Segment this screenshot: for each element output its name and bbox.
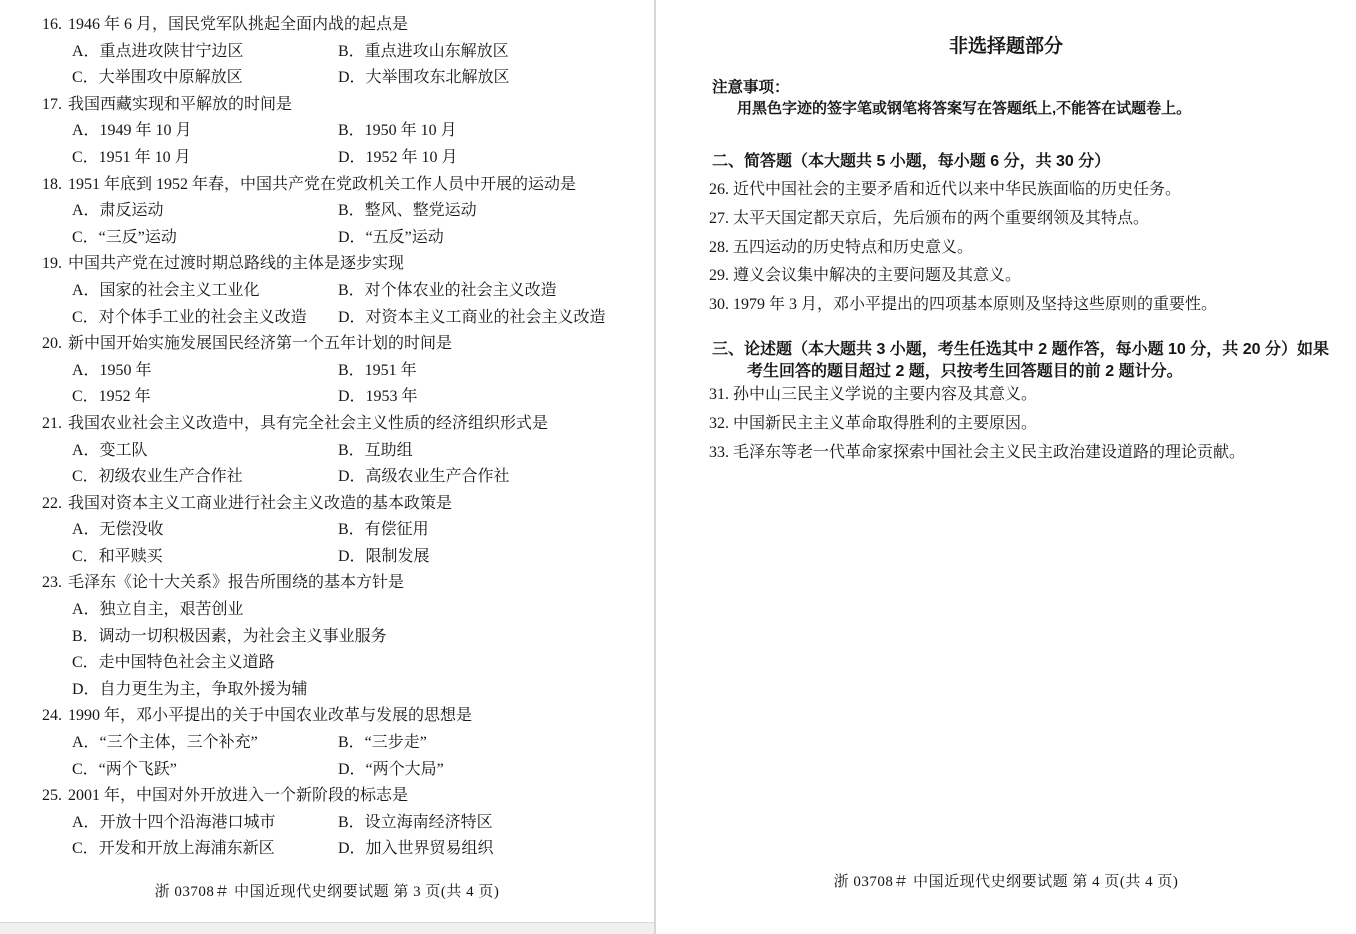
question-line	[0, 12, 654, 39]
option-cell: A．重点进攻陕甘宁边区	[72, 42, 244, 60]
question-text: 我国农业社会主义改造中，具有完全社会主义性质的经济组织形式是	[68, 414, 549, 432]
option-cell: A．变工队	[72, 441, 148, 459]
option-cell: C．“三反”运动	[72, 228, 177, 246]
option-row	[0, 757, 654, 784]
question-number: 21.	[42, 414, 62, 432]
viewer-backdrop	[0, 922, 654, 934]
option-cell: C．走中国特色社会主义道路	[72, 654, 275, 672]
question-line	[0, 92, 654, 119]
option-row	[0, 597, 654, 624]
option-cell: D．“两个大局”	[338, 760, 444, 778]
section-part-title: 非选择题部分	[948, 36, 1063, 57]
option-cell: A．国家的社会主义工业化	[72, 281, 260, 299]
option-cell: D．1952 年 10 月	[338, 148, 458, 166]
question-line	[656, 439, 1356, 468]
option-cell: B．1950 年 10 月	[338, 122, 457, 140]
question-line	[656, 410, 1356, 439]
option-cell: A．无偿没收	[72, 521, 164, 539]
question-line	[0, 411, 654, 438]
question-line	[0, 570, 654, 597]
option-cell: B．互助组	[338, 441, 413, 459]
option-cell: D．高级农业生产合作社	[338, 468, 510, 486]
option-row	[0, 517, 654, 544]
option-row	[0, 544, 654, 571]
question-line	[0, 491, 654, 518]
option-row	[0, 730, 654, 757]
page-3-footer: 浙 03708＃ 中国近现代史纲要试题 第 3 页(共 4 页)	[154, 884, 500, 900]
question-text: 新中国开始实施发展国民经济第一个五年计划的时间是	[68, 335, 453, 353]
option-cell: B．重点进攻山东解放区	[338, 42, 509, 60]
option-row	[0, 225, 654, 252]
question-line	[656, 291, 1356, 320]
option-row	[0, 650, 654, 677]
option-cell: C．初级农业生产合作社	[72, 468, 243, 486]
option-row	[0, 624, 654, 651]
option-cell: A．肃反运动	[72, 202, 164, 220]
option-row	[0, 677, 654, 704]
question-text: 孙中山三民主义学说的主要内容及其意义。	[733, 386, 1038, 403]
option-row	[0, 198, 654, 225]
question-line	[0, 172, 654, 199]
section-3-heading-line2: 考生回答的题目超过 2 题，只按考生回答题目的前 2 题计分。	[747, 363, 1183, 380]
option-cell: A．开放十四个沿海港口城市	[72, 813, 276, 831]
question-line	[656, 262, 1356, 291]
question-text: 毛泽东等老一代革命家探索中国社会主义民主政治建设道路的理论贡献。	[733, 443, 1246, 461]
question-text: 2001 年，中国对外开放进入一个新阶段的标志是	[68, 787, 409, 805]
option-cell: A．1949 年 10 月	[72, 122, 192, 140]
question-number: 25.	[42, 787, 62, 805]
option-cell: B．“三步走”	[338, 734, 427, 752]
question-number: 20.	[42, 335, 62, 353]
option-row	[0, 118, 654, 145]
option-cell: D．加入世界贸易组织	[338, 840, 494, 858]
question-line	[656, 205, 1356, 234]
question-text: 中国新民主主义革命取得胜利的主要原因。	[733, 414, 1038, 432]
option-row	[0, 65, 654, 92]
question-line	[656, 381, 1356, 410]
question-number: 19.	[42, 255, 62, 273]
option-row	[0, 305, 654, 332]
option-cell: B．设立海南经济特区	[338, 813, 493, 831]
option-cell: A．1950 年	[72, 361, 152, 379]
option-cell: B．对个体农业的社会主义改造	[338, 281, 557, 299]
option-row	[0, 464, 654, 491]
option-row	[0, 145, 654, 172]
question-text: 近代中国社会的主要矛盾和近代以来中华民族面临的历史任务。	[733, 181, 1182, 198]
question-number: 30.	[709, 296, 729, 314]
question-text: 1990 年，邓小平提出的关于中国农业改革与发展的思想是	[68, 707, 473, 725]
option-cell: D．自力更生为主，争取外援为辅	[72, 680, 308, 698]
option-cell: C．“两个飞跃”	[72, 760, 177, 778]
question-line	[0, 331, 654, 358]
question-text: 我国对资本主义工商业进行社会主义改造的基本政策是	[68, 494, 453, 512]
option-row	[0, 358, 654, 385]
multiple-choice-question-list	[0, 12, 654, 863]
question-number: 18.	[42, 175, 62, 193]
question-text: 五四运动的历史特点和历史意义。	[733, 238, 974, 256]
question-number: 26.	[709, 181, 729, 198]
option-cell: C．1952 年	[72, 388, 151, 406]
question-text: 毛泽东《论十大关系》报告所围绕的基本方针是	[68, 574, 405, 592]
essay-question-list	[656, 381, 1356, 467]
option-cell: C．大举围攻中原解放区	[72, 69, 243, 87]
option-cell: B．1951 年	[338, 361, 417, 379]
option-cell: D．对资本主义工商业的社会主义改造	[338, 308, 606, 326]
question-number: 16.	[42, 16, 62, 33]
question-number: 32.	[709, 414, 729, 432]
notice-text: 用黑色字迹的签字笔或钢笔将答案写在答题纸上,不能答在试题卷上。	[737, 100, 1192, 117]
option-row	[0, 278, 654, 305]
option-cell: A．“三个主体，三个补充”	[72, 734, 258, 752]
option-cell: D．1953 年	[338, 388, 418, 406]
question-number: 28.	[709, 238, 729, 256]
scanned-page-4	[656, 0, 1356, 934]
question-number: 31.	[709, 386, 729, 403]
question-number: 17.	[42, 95, 62, 113]
question-text: 中国共产党在过渡时期总路线的主体是逐步实现	[68, 255, 405, 273]
question-number: 23.	[42, 574, 62, 592]
question-line	[0, 703, 654, 730]
option-cell: A．独立自主，艰苦创业	[72, 601, 244, 619]
page-4-footer: 浙 03708＃ 中国近现代史纲要试题 第 4 页(共 4 页)	[833, 874, 1179, 890]
question-text: 太平天国定都天京后，先后颁布的两个重要纲领及其特点。	[733, 209, 1150, 227]
option-cell: B．调动一切积极因素，为社会主义事业服务	[72, 627, 387, 645]
section-2-heading: 二、简答题（本大题共 5 小题，每小题 6 分，共 30 分）	[712, 153, 1111, 170]
option-row	[0, 810, 654, 837]
scanned-page-3	[0, 0, 654, 922]
short-answer-question-list	[656, 176, 1356, 320]
question-number: 22.	[42, 494, 62, 512]
option-row	[0, 836, 654, 863]
question-line	[0, 251, 654, 278]
option-cell: B．整风、整党运动	[338, 202, 477, 220]
option-cell: C．和平赎买	[72, 547, 163, 565]
question-line	[0, 783, 654, 810]
section-3-heading-line1: 三、论述题（本大题共 3 小题，考生任选其中 2 题作答，每小题 10 分，共 20 分）如果	[712, 341, 1329, 358]
option-row	[0, 39, 654, 66]
option-cell: B．有偿征用	[338, 521, 429, 539]
option-cell: C．对个体手工业的社会主义改造	[72, 308, 307, 326]
option-cell: D．大举围攻东北解放区	[338, 69, 510, 87]
option-cell: C．开发和开放上海浦东新区	[72, 840, 275, 858]
option-cell: D．限制发展	[338, 547, 430, 565]
option-row	[0, 438, 654, 465]
question-number: 27.	[709, 209, 729, 227]
option-cell: C．1951 年 10 月	[72, 148, 191, 166]
option-cell: D．“五反”运动	[338, 228, 444, 246]
question-number: 33.	[709, 443, 729, 461]
question-text: 1951 年底到 1952 年春，中国共产党在党政机关工作人员中开展的运动是	[68, 175, 577, 193]
question-number: 24.	[42, 707, 62, 725]
question-text: 1979 年 3 月，邓小平提出的四项基本原则及坚持这些原则的重要性。	[733, 296, 1218, 314]
question-text: 我国西藏实现和平解放的时间是	[68, 95, 293, 113]
question-text: 1946 年 6 月，国民党军队挑起全面内战的起点是	[68, 16, 409, 33]
option-row	[0, 384, 654, 411]
notice-label: 注意事项：	[712, 79, 790, 96]
question-number: 29.	[709, 267, 729, 285]
question-text: 遵义会议集中解决的主要问题及其意义。	[733, 267, 1022, 285]
question-line	[656, 176, 1356, 205]
question-line	[656, 234, 1356, 263]
